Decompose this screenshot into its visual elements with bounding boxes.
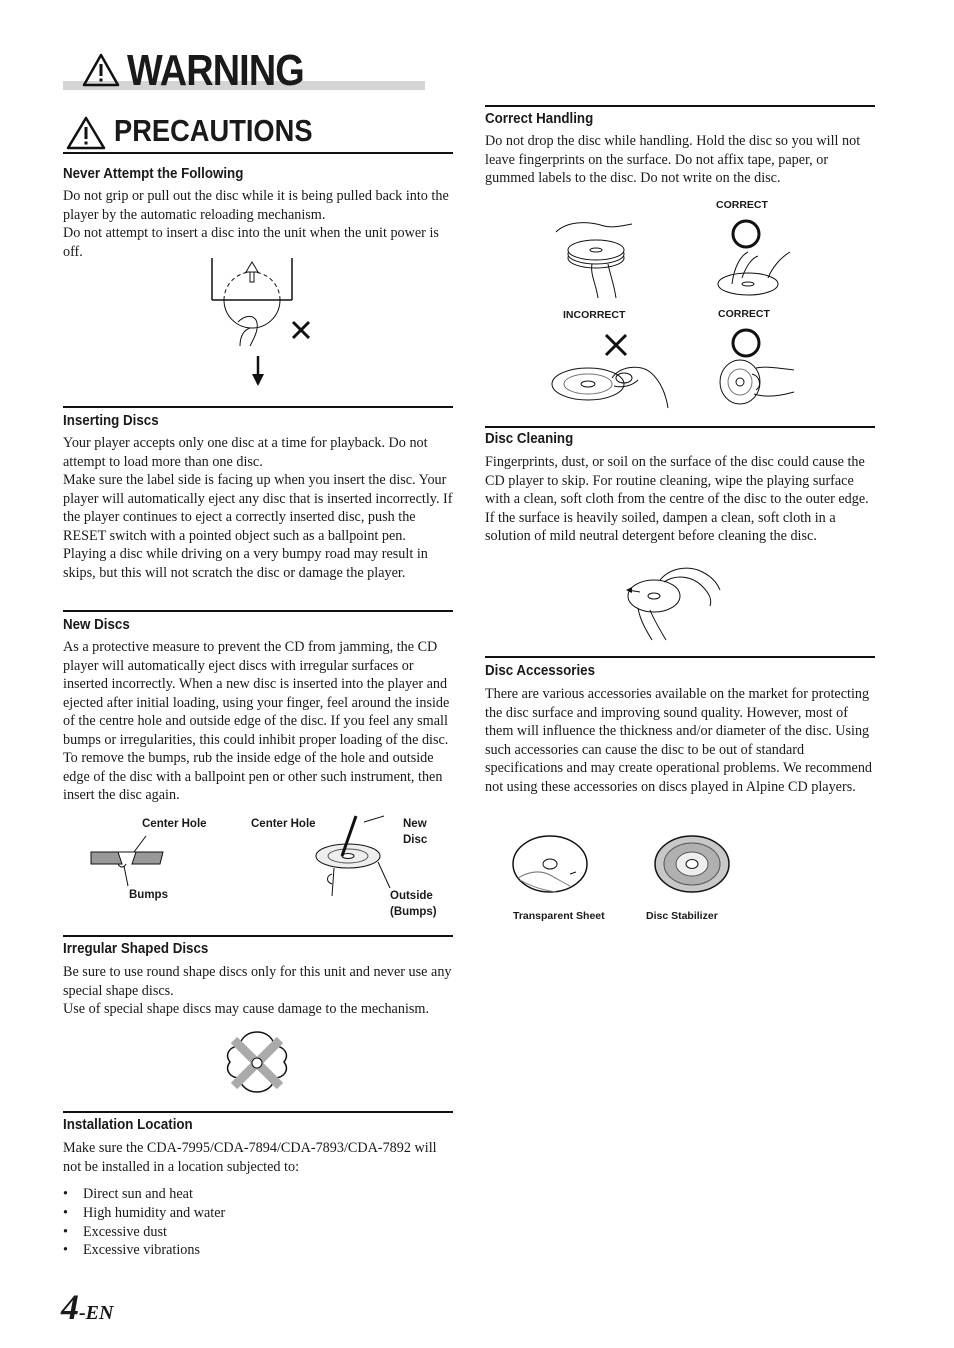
divider bbox=[63, 152, 453, 154]
divider bbox=[63, 406, 453, 408]
section-heading-disc-accessories: Disc Accessories bbox=[485, 663, 596, 679]
disc-cross-section-illustration bbox=[88, 834, 168, 888]
installation-text: Make sure the CDA-7995/CDA-7894/CDA-7893/CDA-7892 will not be installed in a location subjected to: bbox=[63, 1140, 437, 1175]
list-item: • Excessive dust bbox=[63, 1223, 453, 1242]
warning-title: WARNING bbox=[127, 46, 304, 95]
list-item: • Excessive vibrations bbox=[63, 1241, 453, 1260]
label-correct: CORRECT bbox=[716, 199, 768, 211]
divider bbox=[63, 610, 453, 612]
section-heading-inserting-discs: Inserting Discs bbox=[63, 413, 159, 429]
divider bbox=[485, 426, 875, 428]
page-number-suffix: -EN bbox=[79, 1302, 114, 1324]
incorrect-cross-icon bbox=[604, 333, 628, 357]
list-item: • High humidity and water bbox=[63, 1204, 453, 1223]
divider bbox=[485, 105, 875, 107]
never-attempt-text: Do not grip or pull out the disc while it is being pulled back into the player by the automatic reloading mechanism. Do not attempt to insert a disc into the unit when the unit power is off. bbox=[63, 188, 449, 260]
incorrect-stack-illustration bbox=[552, 218, 636, 300]
correct-handling-text: Do not drop the disc while handling. Hold the disc so you will not leave fingerprints on the surface. Do not affix tape, paper, or gummed labels to the disc. Do not write on the disc. bbox=[485, 133, 861, 186]
section-heading-irregular-shaped-discs: Irregular Shaped Discs bbox=[63, 941, 209, 957]
disc-accessories-text: There are various accessories available on the market for protecting the disc surface and improving sound quality. However, most of them will influence the thickness and/or diameter of the disc. Using such accessories can cause the disc to be out of standard specifications and may create operational problems. We recommend not using these accessories on discs played in Alpine CD players. bbox=[485, 686, 873, 795]
label-center-hole: Center Hole bbox=[142, 818, 207, 830]
correct-circle-icon bbox=[730, 327, 762, 359]
irregular-discs-text: Be sure to use round shape discs only for this unit and never use any special shape discs. Use of special shape discs may cause damage to the mechanism. bbox=[63, 964, 452, 1017]
page-number-digit: 4 bbox=[61, 1287, 79, 1327]
installation-bullet-list bbox=[63, 1185, 453, 1260]
list-item: • Direct sun and heat bbox=[63, 1185, 453, 1204]
transparent-sheet-illustration bbox=[510, 834, 590, 896]
disc-pull-illustration bbox=[210, 256, 320, 388]
label-outside-bumps: Outside (Bumps) bbox=[390, 890, 437, 918]
page-number bbox=[61, 1286, 113, 1328]
label-new-disc: New Disc bbox=[403, 818, 428, 846]
disc-stabilizer-illustration bbox=[652, 834, 732, 896]
label-bumps: Bumps bbox=[129, 889, 168, 901]
irregular-disc-illustration bbox=[222, 1030, 292, 1094]
section-heading-never-attempt: Never Attempt the Following bbox=[63, 166, 244, 182]
label-transparent-sheet: Transparent Sheet bbox=[513, 910, 605, 922]
label-incorrect: INCORRECT bbox=[563, 309, 626, 321]
divider bbox=[63, 935, 453, 937]
disc-pen-illustration bbox=[312, 812, 396, 902]
section-heading-disc-cleaning: Disc Cleaning bbox=[485, 431, 574, 447]
new-discs-text: As a protective measure to prevent the CD from jamming, the CD player will automatically eject discs with irregular surfaces or inserted incorrectly. When a new disc is inserted into the player and ejected after initial loading, using your finger, feel around the inside of the centre hole and outside edge of the disc. If you feel any small bumps or irregularities, this could inhibit proper loading of the disc. To remove the bumps, rub the inside edge of the hole and outside edge of the disc with a ballpoint pen or other such instrument, then insert the disc again. bbox=[63, 639, 450, 803]
label-center-hole: Center Hole bbox=[251, 818, 316, 830]
warning-triangle-icon bbox=[82, 53, 120, 87]
disc-cleaning-illustration bbox=[620, 560, 722, 642]
disc-cleaning-text: Fingerprints, dust, or soil on the surface of the disc could cause the CD player to skip. For routine cleaning, wipe the playing surface with a clean, soft cloth from the centre of the disc to the outer edge. If the surface is heavily soiled, dampen a clean, soft cloth in a solution of mild neutral detergent before cleaning the disc. bbox=[485, 454, 869, 544]
divider bbox=[485, 656, 875, 658]
label-disc-stabilizer: Disc Stabilizer bbox=[646, 910, 718, 922]
section-heading-correct-handling: Correct Handling bbox=[485, 111, 594, 127]
label-correct: CORRECT bbox=[718, 308, 770, 320]
divider bbox=[63, 1111, 453, 1113]
incorrect-fingerprint-illustration bbox=[550, 358, 670, 410]
section-heading-new-discs: New Discs bbox=[63, 617, 130, 633]
correct-circle-icon bbox=[730, 218, 762, 250]
section-heading-installation-location: Installation Location bbox=[63, 1117, 193, 1133]
inserting-discs-text: Your player accepts only one disc at a time for playback. Do not attempt to load more than one disc. Make sure the label side is facing up when you insert the disc. Your player will automatically eject any disc that is inserted incorrectly. If the player continues to eject a correctly inserted disc, push the RESET switch with a pointed object such as a ballpoint pen. Playing a disc while driving on a very bumpy road may result in skips, but this will not scratch the disc or damage the player. bbox=[63, 435, 453, 581]
correct-hold-center-illustration bbox=[716, 358, 796, 408]
precautions-title: PRECAUTIONS bbox=[114, 113, 313, 148]
correct-hold-edge-illustration bbox=[714, 248, 794, 298]
precautions-triangle-icon bbox=[66, 116, 106, 150]
